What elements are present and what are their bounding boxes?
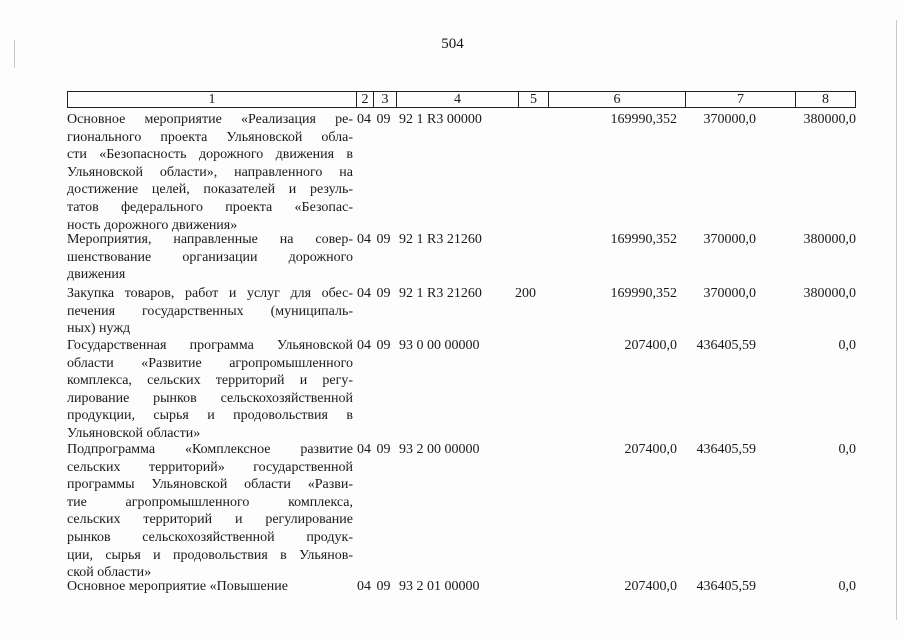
row-name — [67, 578, 353, 596]
amount-col-6: 207400,0 — [624, 442, 677, 457]
target-article-code: 92 1 R3 00000 — [399, 112, 482, 127]
row-name-line: Ульяновской области» — [67, 425, 201, 441]
scan-edge-mark-right — [896, 20, 897, 620]
expense-type-code — [515, 111, 545, 234]
row-name-line: сти «Безопасность дорожного движения в — [67, 147, 353, 163]
amount-col-6: 207400,0 — [624, 579, 677, 594]
page-number: 504 — [441, 36, 464, 52]
table-row — [67, 337, 856, 443]
header-col-4: 4 — [397, 92, 519, 107]
section-code: 04 — [357, 338, 371, 353]
row-name-line: тие агропромышленного комплекса, — [67, 494, 353, 510]
amount-col-8: 0,0 — [838, 338, 856, 353]
row-name-line: Основное мероприятие «Реализация ре- — [67, 112, 353, 127]
row-name-line: сельских территорий» государственной — [67, 459, 353, 475]
row-name-line: лирование рынков сельскохозяйственной — [67, 390, 353, 406]
row-name-line: ных) нужд — [67, 321, 131, 337]
section-code: 04 — [357, 579, 371, 594]
row-name-line: Подпрограмма «Комплексное развитие — [67, 442, 353, 457]
row-name — [67, 285, 353, 338]
amount-col-8: 0,0 — [838, 579, 856, 594]
subsection-code: 09 — [376, 112, 391, 127]
section-code: 04 — [357, 286, 371, 301]
amount-col-8: 380000,0 — [803, 232, 856, 247]
target-article-code: 93 0 00 00000 — [399, 338, 480, 353]
row-name-line: татов федерального проекта «Безопас- — [67, 199, 353, 215]
target-article-code: 92 1 R3 21260 — [399, 286, 482, 301]
subsection-code: 09 — [376, 286, 391, 301]
target-article-code: 93 2 00 00000 — [399, 442, 480, 457]
expense-type-code: 200 — [515, 286, 536, 301]
subsection-code: 09 — [376, 232, 391, 247]
amount-col-7: 436405,59 — [696, 442, 756, 457]
amount-col-8: 0,0 — [838, 442, 856, 457]
row-name-line: области «Развитие агропромышленного — [67, 355, 353, 371]
section-code: 04 — [357, 232, 371, 247]
row-name-line: печения государственных (муниципаль- — [67, 303, 353, 319]
row-name — [67, 231, 353, 284]
table-header — [67, 91, 856, 108]
amount-col-6: 207400,0 — [624, 338, 677, 353]
header-col-1: 1 — [68, 92, 357, 107]
row-name-line: ской области» — [67, 565, 152, 581]
amount-col-7: 370000,0 — [703, 112, 756, 127]
row-name-line: достижение целей, показателей и резуль- — [67, 182, 353, 198]
row-name — [67, 337, 353, 443]
amount-col-7: 370000,0 — [703, 286, 756, 301]
expense-type-code — [515, 231, 545, 284]
header-col-7: 7 — [686, 92, 796, 107]
expense-type-code — [515, 578, 545, 596]
row-name — [67, 441, 353, 582]
section-code: 04 — [357, 112, 371, 127]
target-article-code: 92 1 R3 21260 — [399, 232, 482, 247]
amount-col-8: 380000,0 — [803, 112, 856, 127]
row-name-line: комплекса, сельских территорий и регу- — [67, 373, 353, 389]
table-row — [67, 578, 856, 596]
row-name-line: шенствование организации дорожного — [67, 249, 353, 265]
amount-col-6: 169990,352 — [610, 286, 677, 301]
subsection-code: 09 — [376, 442, 391, 457]
amount-col-8: 380000,0 — [803, 286, 856, 301]
row-name-line: сельских территорий и регулирование — [67, 512, 353, 528]
row-name-line: ции, сырья и продовольствия в Ульянов- — [67, 547, 353, 563]
subsection-code: 09 — [376, 338, 391, 353]
row-name-line: продукции, сырья и продовольствия в — [67, 408, 353, 424]
amount-col-7: 436405,59 — [696, 579, 756, 594]
row-name-line: рынков сельскохозяйственной продук- — [67, 529, 353, 545]
table-row — [67, 111, 856, 234]
row-name-line: программы Ульяновской области «Разви- — [67, 477, 353, 493]
subsection-code: 09 — [376, 579, 391, 594]
section-code: 04 — [357, 442, 371, 457]
expense-type-code — [515, 441, 545, 582]
row-name-line: Основное мероприятие «Повышение — [67, 579, 288, 594]
amount-col-7: 436405,59 — [696, 338, 756, 353]
row-name — [67, 111, 353, 234]
row-name-line: Ульяновской области», направленного на — [67, 164, 353, 180]
table-row — [67, 441, 856, 582]
amount-col-6: 169990,352 — [610, 112, 677, 127]
row-name-line: Закупка товаров, работ и услуг для обес- — [67, 286, 353, 301]
table-row — [67, 285, 856, 338]
amount-col-7: 370000,0 — [703, 232, 756, 247]
row-name-line: движения — [67, 267, 126, 283]
table-row — [67, 231, 856, 284]
header-col-2: 2 — [357, 92, 374, 107]
header-col-6: 6 — [549, 92, 686, 107]
header-col-3: 3 — [374, 92, 397, 107]
header-col-8: 8 — [822, 92, 829, 107]
row-name-line: гионального проекта Ульяновской обла- — [67, 129, 353, 145]
amount-col-6: 169990,352 — [610, 232, 677, 247]
expense-type-code — [515, 337, 545, 443]
header-col-5: 5 — [519, 92, 549, 107]
row-name-line: ность дорожного движения» — [67, 217, 238, 233]
row-name-line: Государственная программа Ульяновской — [67, 338, 353, 353]
target-article-code: 93 2 01 00000 — [399, 579, 480, 594]
row-name-line: Мероприятия, направленные на совер- — [67, 232, 353, 247]
